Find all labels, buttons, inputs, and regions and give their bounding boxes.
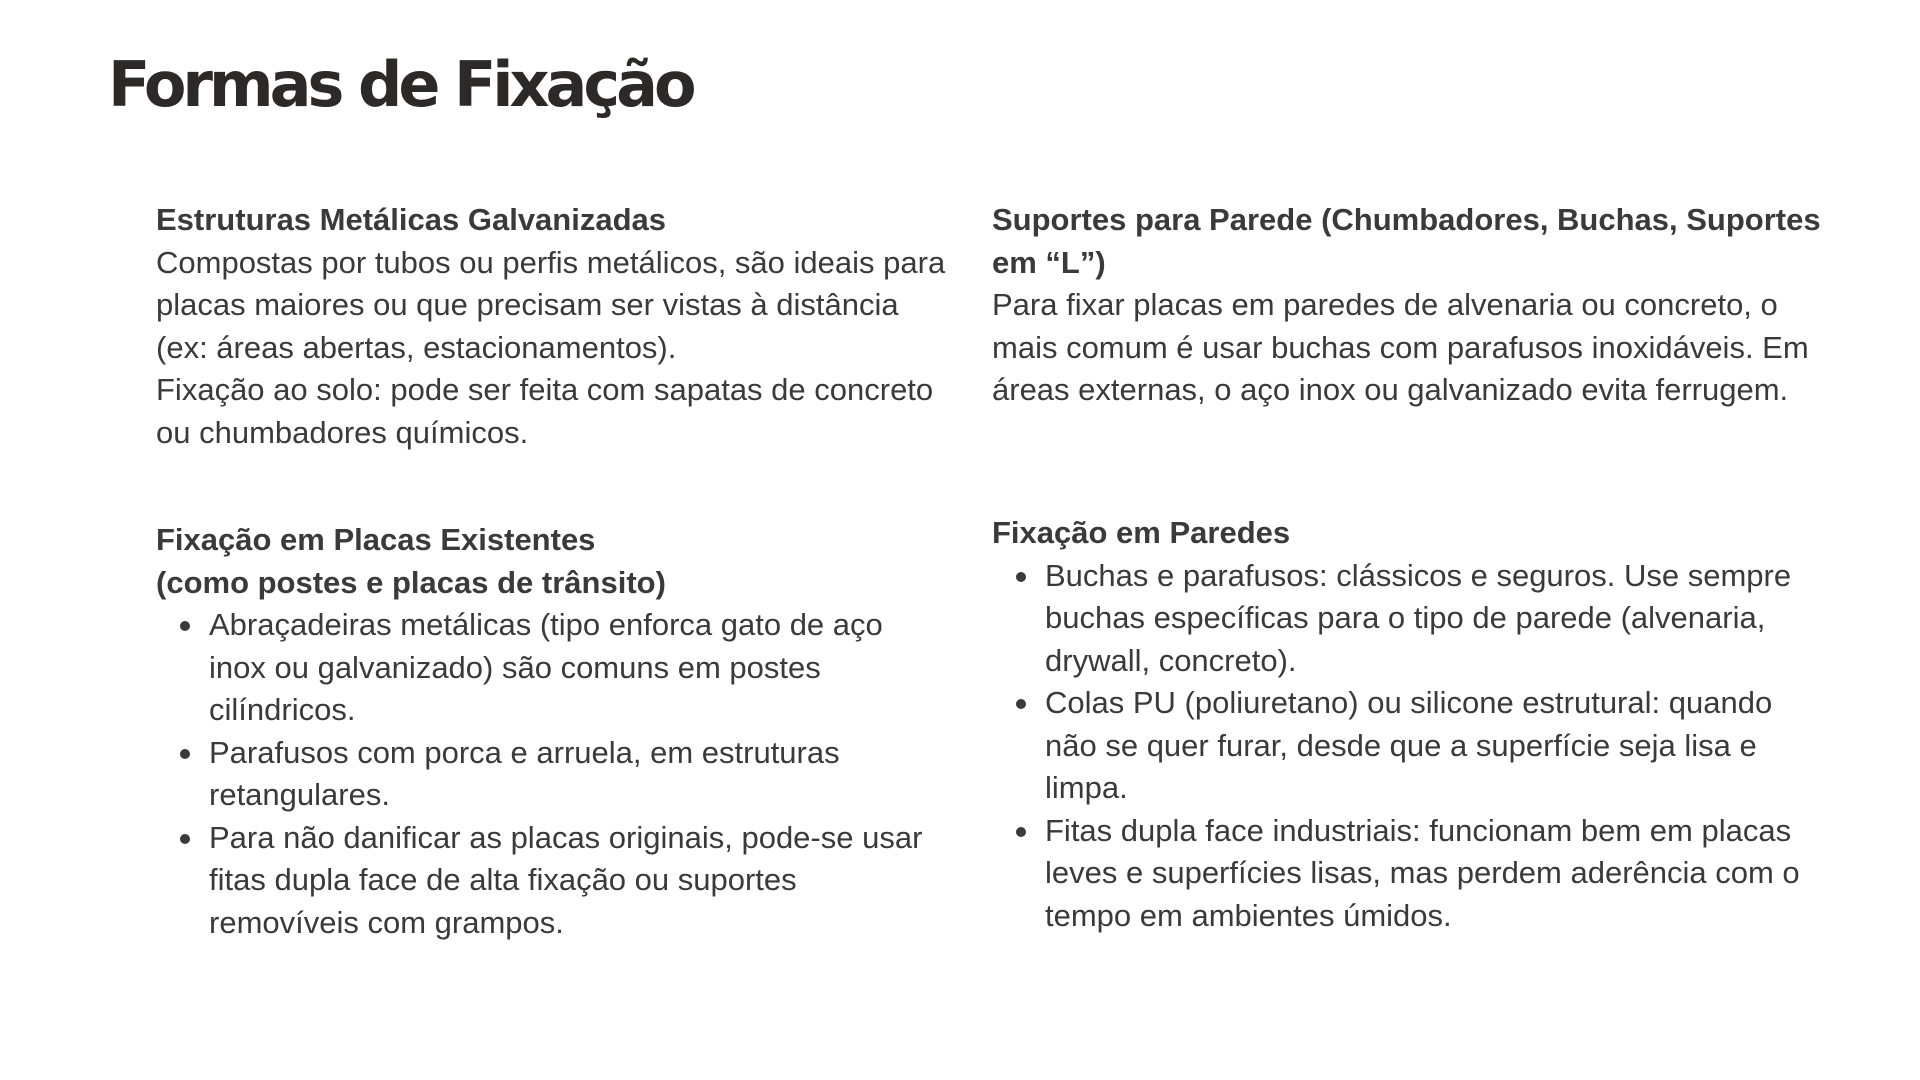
bullet-icon: [1016, 699, 1026, 709]
section-wall-fixing: [992, 512, 1822, 937]
section-paragraph: Fixação ao solo: pode ser feita com sapatas de concreto ou chumbadores químicos.: [156, 372, 934, 450]
list-item: [992, 682, 1822, 810]
section-heading-line: Fixação em Placas Existentes: [156, 522, 596, 557]
section-heading: Estruturas Metálicas Galvanizadas: [156, 202, 667, 237]
list-item-text: Parafusos com porca e arruela, em estruturas retangulares.: [209, 734, 840, 812]
section-paragraph: Compostas por tubos ou perfis metálicos, são ideais para placas maiores ou que precisam ser vistas à distância (ex: áreas abertas, estacionamentos).: [156, 244, 946, 365]
list-item: [992, 555, 1822, 683]
bullet-icon: [180, 621, 190, 631]
section-heading: Fixação em Paredes: [992, 515, 1291, 550]
bullet-icon: [180, 749, 190, 759]
section-heading: [156, 519, 946, 604]
page-title: Formas de Fixação: [108, 48, 693, 121]
section-galvanized-structures: [156, 199, 946, 454]
bullet-list: [156, 604, 946, 944]
list-item: [156, 604, 946, 732]
section-paragraph: Para fixar placas em paredes de alvenaria ou concreto, o mais comum é usar buchas com parafusos inoxidáveis. Em áreas externas, o aço inox ou galvanizado evita ferrugem.: [992, 287, 1809, 407]
list-item-text: Colas PU (poliuretano) ou silicone estrutural: quando não se quer furar, desde que a superfície seja lisa e limpa.: [1045, 685, 1773, 805]
list-item: [156, 817, 946, 945]
list-item-text: Para não danificar as placas originais, pode-se usar fitas dupla face de alta fixação ou suportes removíveis com grampos.: [209, 819, 923, 940]
list-item-text: Fitas dupla face industriais: funcionam bem em placas leves e superfícies lisas, mas perdem aderência com o tempo em ambientes úmidos.: [1045, 812, 1800, 933]
section-existing-signs: [156, 519, 946, 944]
bullet-icon: [1016, 827, 1026, 837]
list-item-text: Abraçadeiras metálicas (tipo enforca gato de aço inox ou galvanizado) são comuns em postes cilíndricos.: [209, 607, 883, 727]
bullet-icon: [180, 834, 190, 844]
list-item-text: Buchas e parafusos: clássicos e seguros. Use sempre buchas específicas para o tipo de parede (alvenaria, drywall, concreto).: [1045, 557, 1792, 678]
bullet-list: [992, 555, 1822, 938]
bullet-icon: [1016, 572, 1026, 582]
list-item: [156, 732, 946, 817]
section-heading: Suportes para Parede (Chumbadores, Buchas, Suportes em “L”): [992, 202, 1821, 280]
list-item: [992, 810, 1822, 938]
section-heading-line: (como postes e placas de trânsito): [156, 564, 666, 600]
section-wall-supports: [992, 199, 1822, 412]
